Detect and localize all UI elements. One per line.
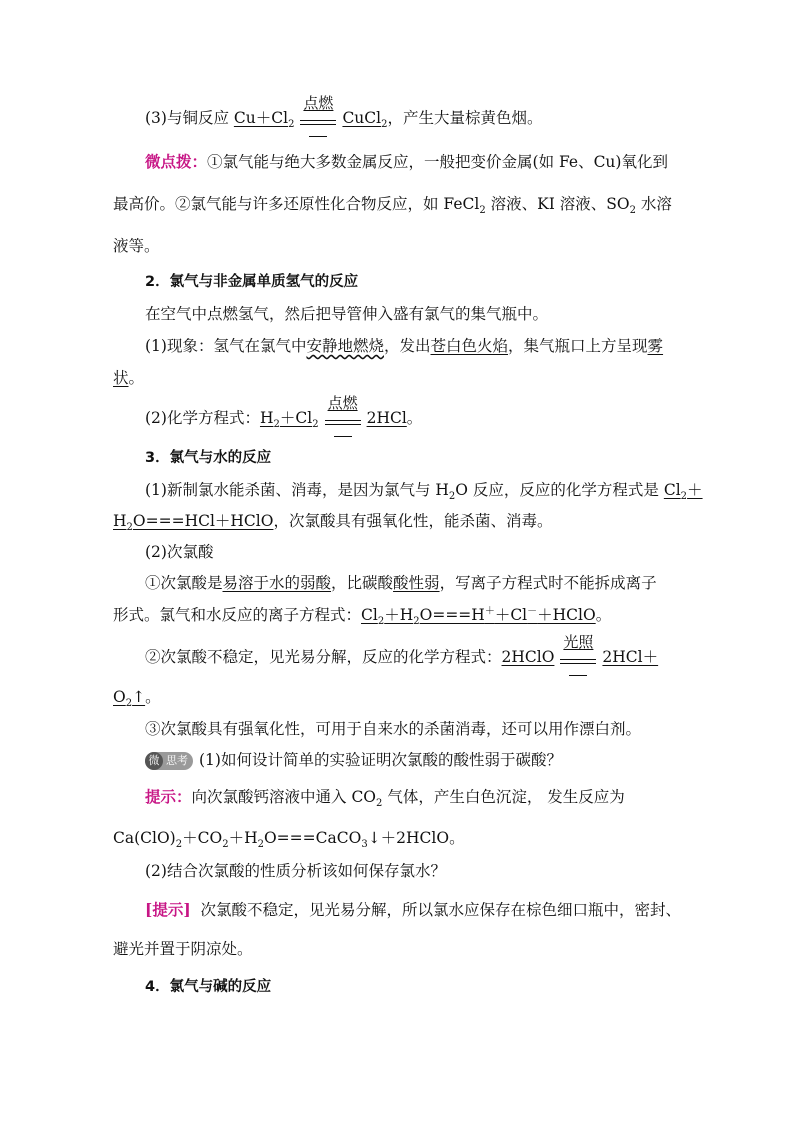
tip-line-1: 微点拨：①氯气能与绝大多数金属反应，一般把变价金属(如 Fe、Cu)氧化到	[145, 152, 668, 171]
hint-equation-line: $Ca(ClO)_2+CO_2+H_2O===CaCO_3↓+2HClO$。	[113, 829, 465, 850]
chlorine-water-line-2: $H_2O===HCl+HClO$，次氯酸具有强氧化性，能杀菌、消毒。	[113, 512, 553, 533]
tip-line-2: 最高价。②氯气能与许多还原性化合物反应，如 FeCl$_2$ 溶液、KI 溶液、$SO_2$ 水溶	[113, 195, 672, 216]
reaction-copper-line: (3)与铜反应 $Cu+Cl_2$ 点燃 CuCl$_2$，产生大量棕黄色烟。	[145, 106, 543, 133]
answer-underlined: 雾	[647, 337, 664, 355]
chlorine-water-line: (1)新制氯水能杀菌、消毒，是因为氯气与 $H_2O$ 反应，反应的化学方程式是 $Cl_2+$	[145, 481, 703, 502]
section-heading-2: 2．氯气与非金属单质氢气的反应	[145, 274, 359, 290]
think-question-1: 微 思考 (1)如何设计简单的实验证明次氯酸的酸性弱于碳酸？	[145, 748, 562, 772]
answer-underlined: 安静地燃烧	[306, 337, 384, 355]
hint-line-1: 提示：向次氯酸钙溶液中通入 $CO_2$ 气体，产生白色沉淀， 发生反应为	[145, 787, 625, 809]
equation-left: 2HClO	[501, 648, 555, 666]
hclo-line-1: ①次氯酸是易溶于水的弱酸，比碳酸酸性弱，写离子方程式时不能拆成离子	[145, 574, 657, 592]
answer-underlined: 苍白色火焰	[430, 337, 509, 355]
equation-left: $Cu+Cl_2$	[233, 109, 295, 130]
hclo-decompose-line: ②次氯酸不稳定，见光易分解，反应的化学方程式：2HClO 光照 2HCl＋	[145, 645, 658, 669]
hint-line-3: 避光并置于阴凉处。	[113, 940, 253, 958]
hclo-decompose-line-2: $O_2↑$。	[113, 688, 161, 709]
text-fragment: (3)与铜反应	[145, 109, 234, 127]
equation-right: CuCl$_2$	[342, 109, 388, 130]
reaction-condition: 光照	[558, 645, 598, 669]
think-badge: 微 思考	[145, 752, 193, 770]
section-heading-4: 4．氯气与碱的反应	[145, 979, 272, 995]
subheading-hclo: (2)次氯酸	[145, 543, 214, 561]
equation-left: $H_2+Cl_2$	[259, 409, 319, 430]
tip-line-3: 液等。	[113, 237, 160, 255]
reaction-condition: 点燃	[323, 406, 363, 430]
equation-right: 2HCl	[366, 409, 407, 427]
paragraph-hydrogen: 在空气中点燃氢气，然后把导管伸入盛有氯气的集气瓶中。	[145, 305, 549, 323]
phenomenon-line: (1)现象：氢气在氯气中安静地燃烧，发出苍白色火焰，集气瓶口上方呈现雾	[145, 337, 664, 355]
hint-label: 提示：	[145, 787, 192, 806]
reaction-condition: 点燃	[298, 106, 338, 130]
equation-hcl-line: (2)化学方程式：$H_2+Cl_2$ 点燃 2HCl。	[145, 406, 422, 433]
hclo-line-2: 形式。氯气和水反应的离子方程式：$Cl_2+H_2O===H^++Cl^-+HClO$。	[113, 606, 612, 627]
hint-line-2: [提示] 次氯酸不稳定，见光易分解，所以氯水应保存在棕色细口瓶中，密封、	[145, 900, 682, 919]
hclo-use-line: ③次氯酸具有强氧化性，可用于自来水的杀菌消毒，还可以用作漂白剂。	[145, 720, 642, 738]
phenomenon-line-2: 状。	[113, 369, 145, 387]
hint-label: [提示]	[145, 900, 191, 919]
section-heading-3: 3．氯气与水的反应	[145, 450, 272, 466]
think-question-2: (2)结合次氯酸的性质分析该如何保存氯水？	[145, 862, 446, 880]
tip-label: 微点拨：	[145, 152, 208, 171]
equation-right: 2HCl＋	[602, 648, 659, 666]
